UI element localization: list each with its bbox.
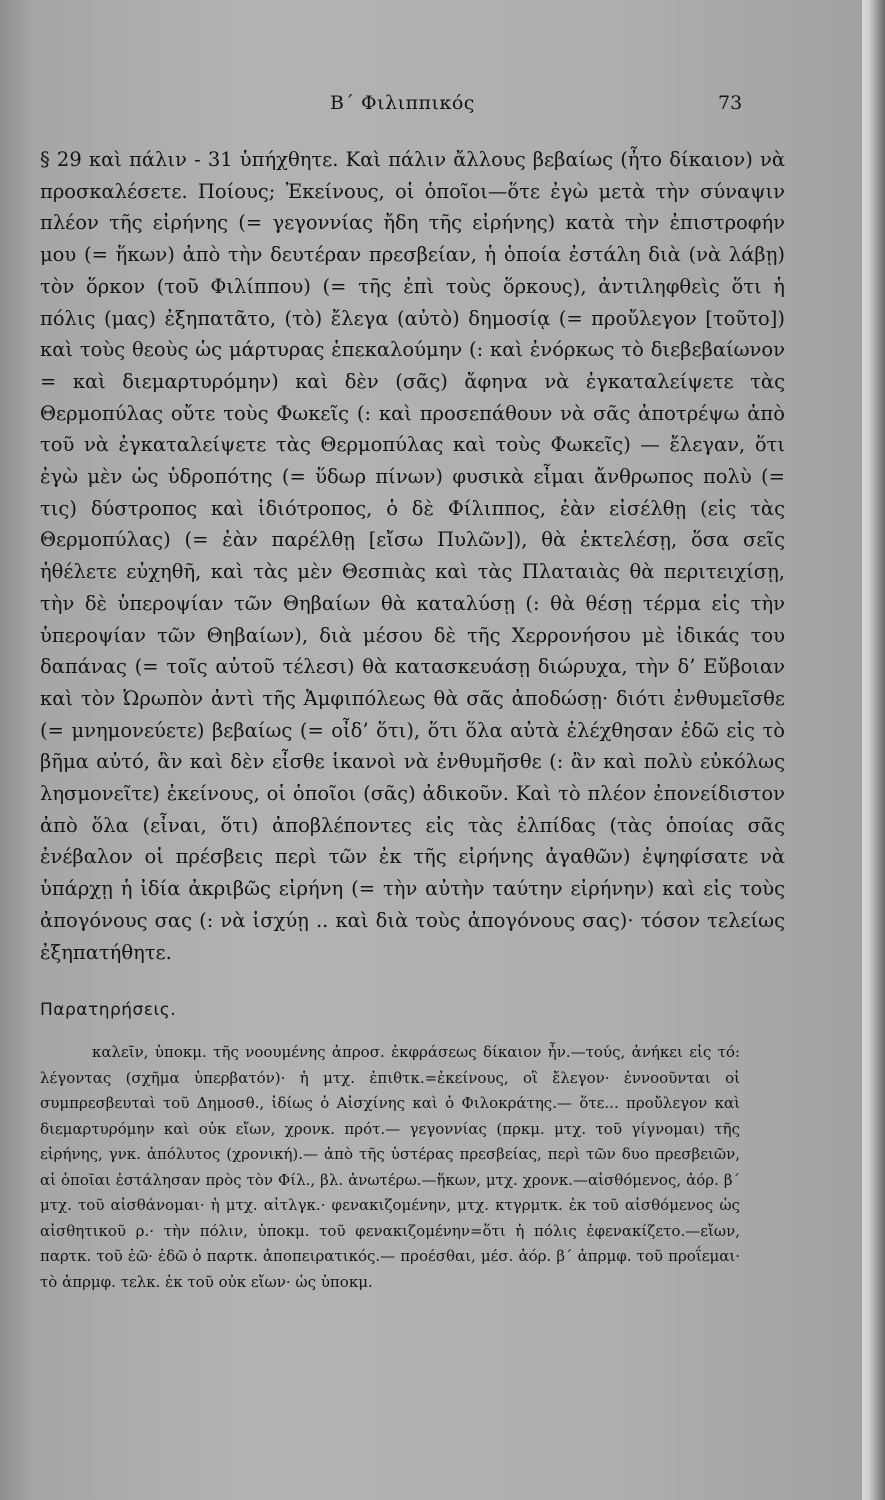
- page-number: 73: [718, 92, 743, 114]
- page-edge: [862, 0, 885, 1500]
- notes-heading: Παρατηρήσεις.: [40, 1000, 177, 1020]
- grammar-notes: [40, 1040, 740, 1295]
- notes-paragraph: καλεῖν, ὑποκμ. τῆς νοουμένης ἀπροσ. ἐκφράσεως δίκαιον ἦν.—τούς, ἀνήκει εἰς τό: λέγοντας (σχῆμα ὑπερβατόν)· ἡ μτχ. ἐπιθτκ.=ἐκείνους, οἳ ἔλεγον· ἐννοοῦνται οἱ συμπρεσβευταὶ τοῦ Δημοσθ., ἰδίως ὁ Αἰσχίνης καὶ ὁ Φιλοκράτης.— ὅτε... προὔλεγον καὶ διεμαρτυρόμην καὶ οὐκ εἴων, χρονκ. πρότ.— γεγοννίας (πρκμ. μτχ. τοῦ γίγνομαι) τῆς εἰρήνης, γνκ. ἀπόλυτος (χρονική).— ἀπὸ τῆς ὑστέρας πρεσβείας, περὶ τῶν δυο πρεσβειῶν, αἱ ὁποῖαι ἐστάλησαν πρὸς τὸν Φίλ., βλ. ἀνωτέρω.—ἥκων, μτχ. χρονκ.—αἰσθόμενος, ἀόρ. β΄ μτχ. τοῦ αἰσθάνομαι· ἡ μτχ. αἰτλγκ.· φενακιζομένην, μτχ. κτγρμτκ. ἐκ τοῦ αἰσθόμενος ὡς αἰσθητικοῦ ρ.· τὴν πόλιν, ὑποκμ. τοῦ φενακιζομένην=ὅτι ἡ πόλις ἐφενακίζετο.—εἴων, παρτκ. τοῦ ἐῶ· ἐδῶ ὁ παρτκ. ἀποπειρατικός.— προέσθαι, μέσ. ἀόρ. β΄ ἀπρμφ. τοῦ προΐεμαι· τὸ ἀπρμφ. τελκ. ἐκ τοῦ οὐκ εἴων· ὡς ὑποκμ.: [40, 1043, 740, 1291]
- running-title: Β΄ Φιλιππικός: [330, 92, 475, 114]
- page-header: [0, 92, 862, 118]
- commentary-translation: [40, 144, 785, 968]
- translation-paragraph: § 29 καὶ πάλιν - 31 ὑπήχθητε. Καὶ πάλιν ἄλλους βεβαίως (ἦτο δίκαιον) νὰ προσκαλέσετε. Ποίους; Ἐκείνους, οἱ ὁποῖοι—ὅτε ἐγὼ μετὰ τὴν σύναψιν πλέον τῆς εἰρήνης (= γεγοννίας ἤδη τῆς εἰρήνης) κατὰ τὴν ἐπιστροφήν μου (= ἥκων) ἀπὸ τὴν δευτέραν πρεσβείαν, ἡ ὁποία ἐστάλη διὰ (νὰ λάβῃ) τὸν ὅρκον (τοῦ Φιλίππου) (= τῆς ἐπὶ τοὺς ὅρκους), ἀντιληφθεὶς ὅτι ἡ πόλις (μας) ἐξηπατᾶτο, (τὸ) ἔλεγα (αὐτὸ) δημοσίᾳ (= προὔλεγον [τοῦτο]) καὶ τοὺς θεοὺς ὡς μάρτυρας ἐπεκαλούμην (: καὶ ἐνόρκως τὸ διεβεβαίωνον = καὶ διεμαρτυρόμην) καὶ δὲν (σᾶς) ἄφηνα νὰ ἐγκαταλείψετε τὰς Θερμοπύλας οὔτε τοὺς Φωκεῖς (: καὶ προσεπάθουν νὰ σᾶς ἀποτρέψω ἀπὸ τοῦ νὰ ἐγκαταλείψετε τὰς Θερμοπύλας καὶ τοὺς Φωκεῖς) — ἔλεγαν, ὅτι ἐγὼ μὲν ὡς ὑδροπότης (= ὕδωρ πίνων) φυσικὰ εἶμαι ἄνθρωπος πολὺ (= τις) δύστροπος καὶ ἰδιότροπος, ὁ δὲ Φίλιππος, ἐὰν εἰσέλθῃ (εἰς τὰς Θερμοπύλας) (= ἐὰν παρέλθῃ [εἴσω Πυλῶν]), θὰ ἐκτελέσῃ, ὅσα σεῖς ἠθέλετε εὐχηθῆ, καὶ τὰς μὲν Θεσπιὰς καὶ τὰς Πλαταιὰς θὰ περιτειχίσῃ, τὴν δὲ ὑπεροψίαν τῶν Θηβαίων θὰ καταλύσῃ (: θὰ θέσῃ τέρμα εἰς τὴν ὑπεροψίαν τῶν Θηβαίων), διὰ μέσου δὲ τῆς Χερρονήσου μὲ ἰδικάς του δαπάνας (= τοῖς αὐτοῦ τέλεσι) θὰ κατασκευάσῃ διώρυχα, τὴν δ’ Εὔβοιαν καὶ τὸν Ὠρωπὸν ἀντὶ τῆς Ἀμφιπόλεως θὰ σᾶς ἀποδώσῃ· διότι ἐνθυμεῖσθε (= μνημονεύετε) βεβαίως (= οἶδ’ ὅτι), ὅτι ὅλα αὐτὰ ἐλέχθησαν ἐδῶ εἰς τὸ βῆμα αὐτό, ἂν καὶ δὲν εἶσθε ἱκανοὶ νὰ ἐνθυμῆσθε (: ἂν καὶ πολὺ εὐκόλως λησμονεῖτε) ἐκείνους, οἱ ὁποῖοι (σᾶς) ἀδικοῦν. Καὶ τὸ πλέον ἐπονείδιστον ἀπὸ ὅλα (εἶναι, ὅτι) ἀποβλέποντες εἰς τὰς ἐλπίδας (τὰς ὁποίας σᾶς ἐνέβαλον οἱ πρέσβεις περὶ τῶν ἐκ τῆς εἰρήνης ἀγαθῶν) ἐψηφίσατε νὰ ὑπάρχῃ ἡ ἰδία ἀκριβῶς εἰρήνη (= τὴν αὐτὴν ταύτην εἰρήνην) καὶ εἰς τοὺς ἀπογόνους σας (: νὰ ἰσχύῃ .. καὶ διὰ τοὺς ἀπογόνους σας)· τόσον τελείως ἐξηπατήθητε.: [40, 148, 785, 964]
